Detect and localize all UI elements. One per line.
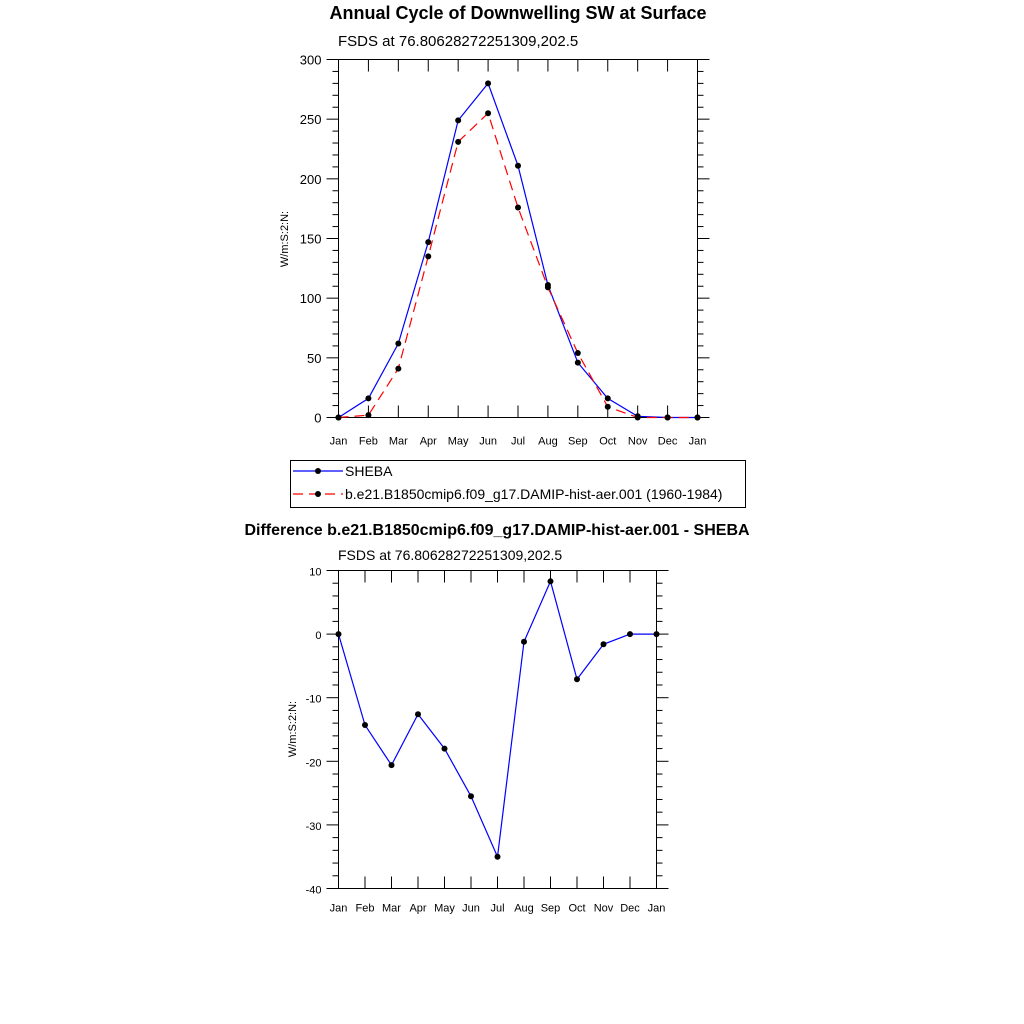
legend-label-model: b.e21.B1850cmip6.f09_g17.DAMIP-hist-aer.001 (1960-1984): [345, 486, 723, 502]
series-0-point: [515, 163, 521, 169]
y-tick-label: -20: [305, 757, 322, 770]
difference-chart: [244, 522, 750, 915]
series-0-point: [365, 395, 371, 401]
series-line-1: [339, 113, 698, 417]
x-tick-label: Jun: [462, 902, 480, 915]
y-tick-label: 200: [299, 171, 322, 187]
series-0-point: [548, 578, 554, 584]
x-tick-label: Feb: [358, 435, 378, 448]
y-tick-label: 150: [299, 231, 322, 247]
series-1-point: [695, 415, 701, 421]
legend-marker-sheba: [315, 468, 321, 474]
x-tick-label: Jan: [688, 435, 707, 448]
series-0-point: [627, 631, 633, 637]
y-tick-label: 300: [299, 52, 322, 68]
x-tick-label: May: [447, 435, 469, 448]
x-tick-label: Feb: [355, 902, 375, 915]
series-1-point: [425, 253, 431, 259]
legend-item-model: [293, 486, 722, 502]
diff-y-axis-label: W/m:S:2:N:: [287, 700, 299, 758]
series-line-0: [339, 83, 698, 417]
x-tick-label: Jan: [329, 435, 348, 448]
series-1-point: [365, 412, 371, 418]
diff-chart-subtitle: FSDS at 76.80628272251309,202.5: [338, 547, 563, 563]
legend-label-sheba: SHEBA: [345, 463, 393, 479]
series-line-0: [339, 581, 657, 856]
x-tick-label: Mar: [382, 902, 401, 915]
x-tick-label: Jul: [510, 435, 526, 448]
y-tick-label: -30: [305, 820, 322, 833]
series-0-point: [495, 854, 501, 860]
series-1-point: [455, 139, 461, 145]
legend: [291, 461, 746, 508]
x-tick-label: Oct: [568, 902, 586, 915]
series-1-point: [545, 284, 551, 290]
y-axis-label: W/m:S:2:N:: [279, 210, 291, 268]
x-tick-label: Sep: [568, 435, 588, 448]
y-tick-label: -40: [305, 884, 322, 897]
series-0-point: [575, 360, 581, 366]
series-0-point: [415, 711, 421, 717]
series-1-point: [575, 350, 581, 356]
annual-cycle-chart: [279, 3, 746, 508]
x-tick-label: May: [434, 902, 455, 915]
legend-marker-model: [315, 491, 321, 497]
series-0-point: [395, 341, 401, 347]
x-tick-label: Aug: [538, 435, 558, 448]
x-tick-label: Mar: [388, 435, 408, 448]
series-0-point: [362, 722, 368, 728]
series-1-point: [605, 404, 611, 410]
x-tick-label: Sep: [540, 902, 561, 915]
x-tick-label: Apr: [409, 902, 427, 915]
series-1-point: [635, 415, 641, 421]
series-1-point: [395, 366, 401, 372]
chart-subtitle: FSDS at 76.80628272251309,202.5: [338, 33, 579, 50]
y-tick-label: 100: [299, 291, 322, 307]
series-0-point: [605, 395, 611, 401]
y-tick-label: -10: [305, 693, 322, 706]
diff-chart-title: Difference b.e21.B1850cmip6.f09_g17.DAMIP-hist-aer.001 - SHEBA: [244, 522, 750, 539]
series-0-point: [574, 676, 580, 682]
diff-plot-frame: [339, 571, 657, 889]
series-1-point: [485, 110, 491, 116]
x-tick-label: Dec: [620, 902, 640, 915]
x-tick-label: Oct: [599, 435, 617, 448]
plot-frame: [339, 60, 698, 418]
x-tick-label: Nov: [593, 902, 614, 915]
x-tick-label: Jan: [329, 902, 348, 915]
y-tick-label: 0: [315, 630, 322, 643]
series-0-point: [389, 762, 395, 768]
series-0-point: [425, 239, 431, 245]
x-tick-label: Jun: [479, 435, 497, 448]
x-tick-label: Dec: [657, 435, 678, 448]
x-tick-label: Aug: [514, 902, 534, 915]
x-tick-label: Nov: [627, 435, 648, 448]
x-tick-label: Jan: [647, 902, 666, 915]
y-tick-label: 250: [299, 112, 322, 128]
series-0-point: [654, 631, 660, 637]
series-1-point: [515, 204, 521, 210]
series-1-point: [665, 415, 671, 421]
y-tick-label: 10: [309, 566, 322, 579]
x-tick-label: Apr: [419, 435, 437, 448]
series-0-point: [521, 639, 527, 645]
series-0-point: [601, 641, 607, 647]
y-tick-label: 0: [314, 410, 322, 426]
series-0-point: [455, 117, 461, 123]
series-0-point: [468, 793, 474, 799]
y-tick-label: 50: [307, 350, 322, 366]
x-tick-label: Jul: [490, 902, 505, 915]
series-0-point: [442, 746, 448, 752]
series-1-point: [336, 415, 342, 421]
chart-title: Annual Cycle of Downwelling SW at Surface: [329, 3, 707, 23]
series-0-point: [336, 631, 342, 637]
series-0-point: [485, 80, 491, 86]
